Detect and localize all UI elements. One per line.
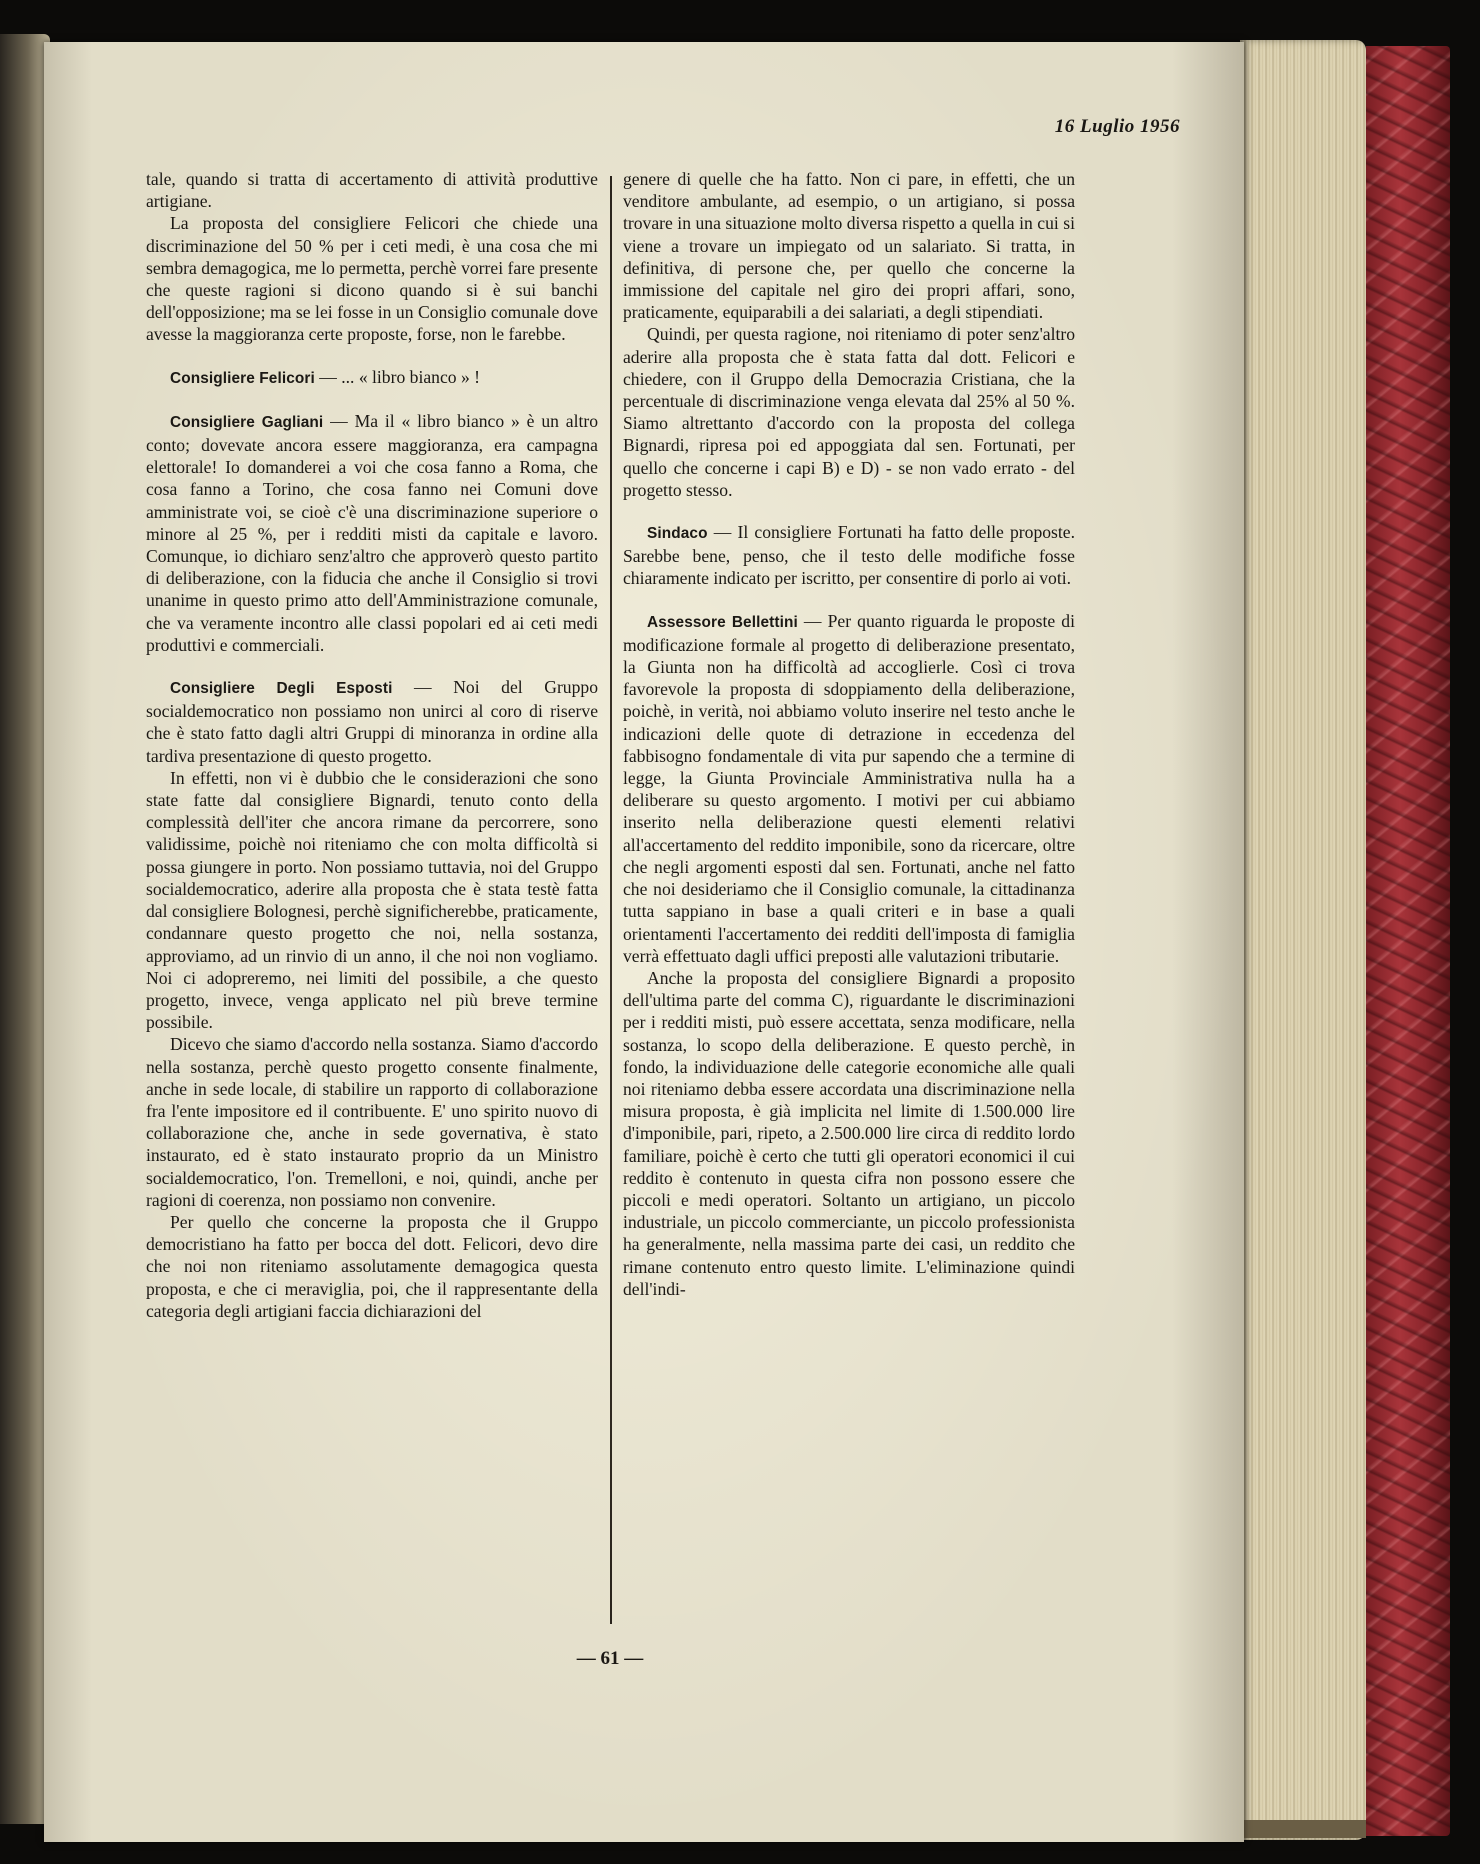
paragraph-text: Per quello che concerne la proposta che il Gruppo democristiano ha fatto per bocca del dott. Felicori, devo dire che noi non riteniamo assolutamente demagogica questa proposta, e che ci meraviglia, poi, che il rappresentante della categoria degli artigiani faccia dichiarazioni del [146, 1211, 598, 1321]
paragraph [146, 676, 598, 767]
paragraph [146, 366, 598, 390]
paragraph-text: Anche la proposta del consigliere Bignardi a proposito dell'ultima parte del comma C), riguardante le discriminazioni per i redditi misti, può essere accettata, senza modificare, nella sostanza, lo scopo della deliberazione. E questo perchè, in fondo, la individuazione delle categorie economiche alle quali noi riteniamo debba essere accordata una discriminazione nella misura proposta, è già implicita nel limite di 1.500.000 lire d'imponibile, pari, ripeto, a 2.500.000 lire circa di reddito lordo familiare, poichè è certo che tutti gli operatori economici il cui reddito è contenuto in questa cifra non possono essere che piccoli e medi operatori. Soltanto un artigiano, un piccolo industriale, un piccolo commerciante, un piccolo professionista ha generalmente, nella massima parte dei casi, un reddito che rimane contenuto entro questo limite. L'eliminazione quindi dell'indi- [623, 967, 1075, 1299]
paragraph-text: — ... « libro bianco » ! [314, 366, 480, 387]
paragraph-text: Quindi, per questa ragione, noi riteniamo di poter senz'altro aderire alla proposta che è stata fatta dal dott. Felicori e chiedere, con il Gruppo della Democrazia Cristiana, che la percentuale di discriminazione venga elevata dal 25% al 50 %. Siamo altrettanto d'accordo con la proposta del collega Bignardi, ripresa poi ed appoggiata dal sen. Fortunati, per quello che concerne i capi B) e D) - se non vado errato - del progetto stesso. [623, 324, 1075, 500]
speaker-name: Consigliere Degli Esposti [170, 680, 393, 698]
column-divider [610, 176, 612, 1624]
page-header-date: 16 Luglio 1956 [1054, 116, 1180, 137]
speaker-name: Sindaco [647, 525, 708, 543]
paragraph-text: Dicevo che siamo d'accordo nella sostanza. Siamo d'accordo nella sostanza, perchè questo progetto consente finalmente, anche in sede locale, di stabilire un rapporto di collaborazione fra l'ente impositore ed il contribuente. E' uno spirito nuovo di collaborazione che, anche in sede governativa, è stato instaurato, ed è stato instaurato proprio da un Ministro socialdemocratico, l'on. Tremelloni, e noi, quindi, anche per ragioni di coerenza, non possiamo non convenire. [146, 1034, 598, 1210]
book-page-edges-bottom [1240, 1820, 1366, 1838]
paragraph [623, 610, 1075, 967]
paragraph-text: — Il consigliere Fortunati ha fatto delle proposte. Sarebbe bene, penso, che il testo delle modifiche fosse chiaramente indicato per iscritto, per consentire di porlo ai voti. [623, 522, 1075, 589]
paragraph [146, 410, 598, 656]
paragraph-text: In effetti, non vi è dubbio che le considerazioni che sono state fatte dal consigliere Bignardi, tenuto conto della complessità dell'iter che ancora rimane da percorrere, sono validissime, poichè noi riteniamo che con molta difficoltà si possa giungere in porto. Non possiamo tuttavia, noi del Gruppo socialdemocratico, aderire alla proposta che è stata testè fatta dal consigliere Bolognesi, perchè significherebbe, praticamente, condannare questo progetto che noi, nella sostanza, approviamo, ad un rinvio di un anno, il che noi non vogliamo. Noi ci adopreremo, nei limiti del possibile, a che questo progetto, invece, venga applicato nel più breve termine possibile. [146, 767, 598, 1033]
speaker-name: Assessore Bellettini [647, 613, 798, 631]
paragraph [146, 168, 598, 212]
paragraph-text: tale, quando si tratta di accertamento di attività produttive artigiane. [146, 169, 598, 212]
paragraph [146, 767, 598, 1033]
left-text-column [146, 168, 598, 1322]
paragraph-text: — Per quanto riguarda le proposte di modificazione formale al progetto di deliberazione presentato, la Giunta non ha difficoltà ad accoglierle. Così ci trova favorevole la proposta di sdoppiamento della deliberazione, poichè, in verità, noi abbiamo voluto inserire nel testo anche le indicazioni delle quote di detrazione in eccedenza del fabbisogno fondamentale di vita pur sapendo che a termine di legge, la Giunta Provinciale Amministrativa nulla ha a deliberare su questo argomento. I motivi per cui abbiamo inserito nella deliberazione questi elementi relativi all'accertamento del reddito imponibile, sono da ricercare, oltre che negli argomenti esposti dal sen. Fortunati, anche nel fatto che noi desideriamo che il Consiglio comunale, la cittadinanza tutta sappiano in base a quali criteri e in base a quali orientamenti l'accertamento dei redditi dell'imposta di famiglia verrà effettuato dagli uffici preposti alle valutazioni tributarie. [623, 610, 1075, 966]
paragraph [623, 967, 1075, 1300]
page-number: — 61 — [576, 1648, 644, 1669]
speaker-name: Consigliere Gagliani [170, 413, 324, 431]
paragraph [146, 1033, 598, 1211]
speaker-name: Consigliere Felicori [170, 369, 315, 387]
paragraph-text: La proposta del consigliere Felicori che chiede una discriminazione del 50 % per i ceti medi, è una cosa che mi sembra demagogica, me lo permetta, perchè vorrei fare presente che queste ragioni si dicono quando si è sui banchi dell'opposizione; ma se lei fosse in un Consiglio comunale dove avesse la maggioranza certe proposte, forse, non le farebbe. [146, 213, 598, 345]
paragraph-text: — Noi del Gruppo socialdemocratico non possiamo non unirci al coro di riserve che è stato fatto dagli altri Gruppi di minoranza in ordine alla tardiva presentazione di questo progetto. [146, 677, 598, 766]
paragraph [623, 168, 1075, 323]
paragraph [146, 1211, 598, 1322]
book-spine-binding [1366, 46, 1450, 1836]
paragraph-text: genere di quelle che ha fatto. Non ci pare, in effetti, che un venditore ambulante, ad esempio, o un artigiano, si possa trovare in una situazione molto diversa rispetto a quella in cui si viene a trovare un impiegato od un salariato. Si tratta, in definitiva, di persone che, per quello che concerne la immissione del capitale nel giro dei propri affari, sono, praticamente, equiparabili a dei salariati, a degli stipendiati. [623, 169, 1075, 323]
book-page-edges [1240, 40, 1366, 1840]
paragraph [623, 323, 1075, 501]
paragraph-text: — Ma il « libro bianco » è un altro conto; dovevate ancora essere maggioranza, era campagna elettorale! Io domanderei a voi che cosa fanno a Roma, che cosa fanno a Torino, che cosa fanno nei Comuni dove amministrate voi, se cioè c'è una discriminazione superiore o minore al 25 %, per i redditi misti da capitale e lavoro. Comunque, io dichiaro senz'altro che approverò questo partito di deliberazione, con la fiducia che anche il Consiglio si trovi unanime in questo primo atto dell'Amministrazione comunale, che va veramente incontro alle classi popolari ed ai ceti medi produttivi e commerciali. [146, 410, 599, 655]
paragraph [146, 212, 598, 345]
paragraph [623, 521, 1075, 590]
right-text-column [623, 168, 1075, 1300]
previous-page-edge [0, 34, 50, 1824]
